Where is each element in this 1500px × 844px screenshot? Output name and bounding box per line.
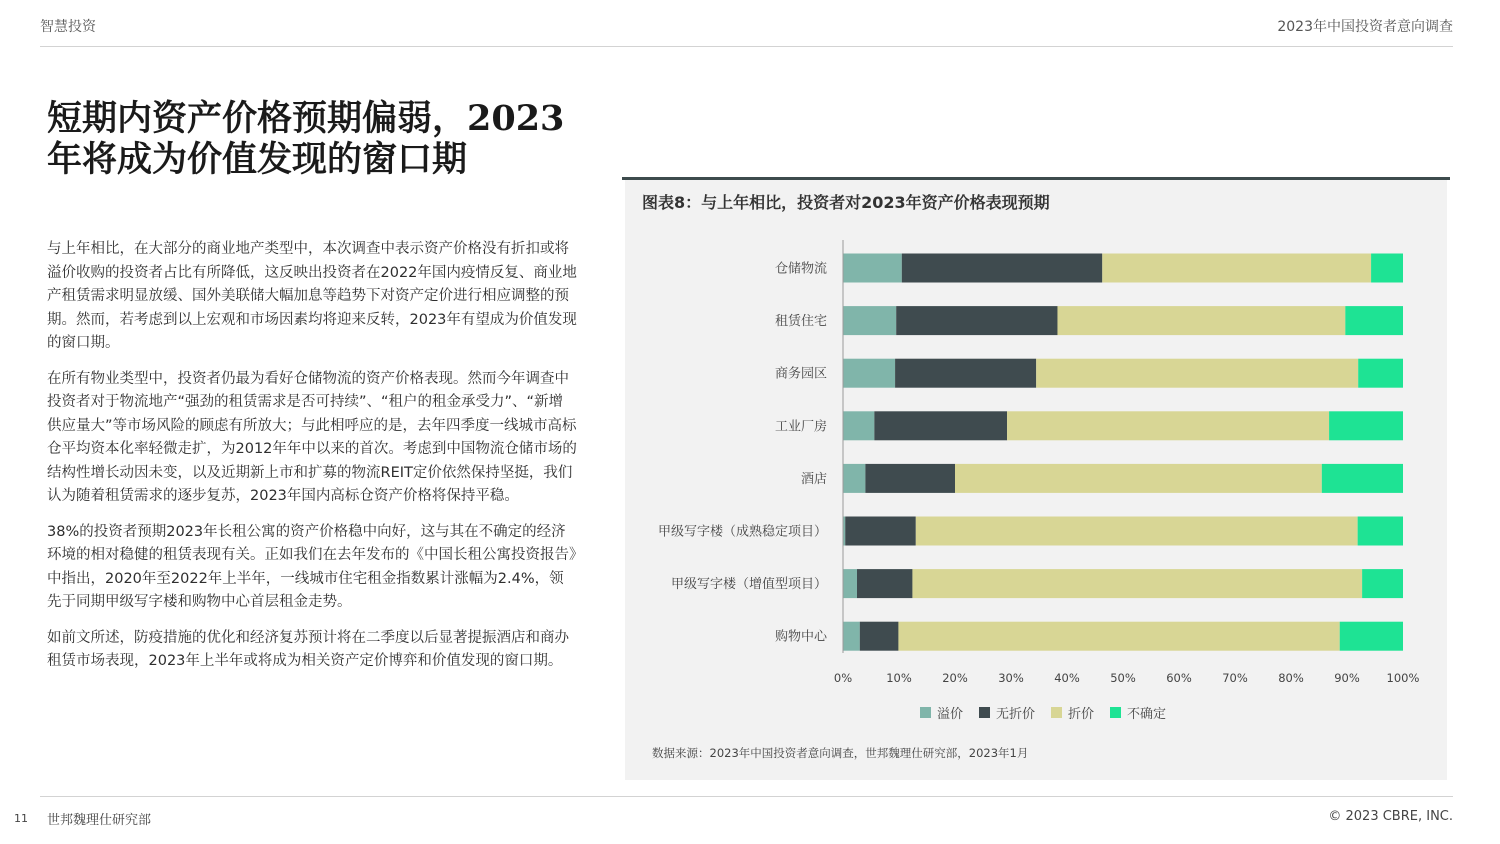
bar-segment bbox=[1036, 359, 1358, 388]
category-label: 购物中心 bbox=[774, 629, 827, 645]
bar-segment bbox=[955, 464, 1322, 493]
category-label: 工业厂房 bbox=[774, 419, 827, 435]
paragraph: 与上年相比，在大部分的商业地产类型中，本次调查中表示资产价格没有折扣或将溢价收购的投资者占比有所降低，这反映出投资者在2022年国内疫情反复、商业地产租赁需求明显放缓、国外美联储大幅加息等趋势下对资产定价进行相应调整的预期。然而，若考虑到以上宏观和市场因素均将迎来反转，2023年有望成为价值发现的窗口期。 bbox=[47, 241, 577, 351]
bar-segment bbox=[1340, 622, 1403, 651]
legend-swatch bbox=[1110, 707, 1121, 718]
category-label: 甲级写字楼（增值型项目） bbox=[670, 577, 827, 593]
report-section-label: 智慧投资 bbox=[40, 19, 96, 35]
top-divider bbox=[40, 46, 1453, 47]
category-label: 甲级写字楼（成熟稳定项目） bbox=[657, 524, 827, 540]
x-tick-label: 0% bbox=[833, 671, 853, 685]
legend-label: 无折价 bbox=[996, 707, 1036, 722]
bar-segment bbox=[902, 254, 1102, 283]
body-text bbox=[47, 238, 577, 686]
x-tick-label: 70% bbox=[1222, 671, 1248, 685]
bar-segment bbox=[1007, 411, 1329, 440]
legend-swatch bbox=[1051, 707, 1062, 718]
x-tick-label: 60% bbox=[1166, 671, 1192, 685]
stacked-bar-chart bbox=[625, 225, 1435, 695]
legend-swatch bbox=[979, 707, 990, 718]
x-tick-label: 80% bbox=[1278, 671, 1304, 685]
bar-segment bbox=[860, 622, 899, 651]
category-label: 租赁住宅 bbox=[774, 314, 827, 330]
x-tick-label: 30% bbox=[998, 671, 1024, 685]
x-tick-label: 40% bbox=[1054, 671, 1080, 685]
page-title: 短期内资产价格预期偏弱，2023年将成为价值发现的窗口期 bbox=[47, 98, 565, 180]
report-title-label: 2023年中国投资者意向调查 bbox=[1277, 19, 1453, 35]
x-tick-label: 20% bbox=[942, 671, 968, 685]
bar-segment bbox=[843, 411, 874, 440]
bar-segment bbox=[898, 622, 1339, 651]
bar-segment bbox=[865, 464, 955, 493]
bar-segment bbox=[895, 359, 1036, 388]
legend-item bbox=[1110, 703, 1166, 722]
legend-label: 折价 bbox=[1068, 707, 1095, 722]
bar-segment bbox=[874, 411, 1007, 440]
x-tick-label: 50% bbox=[1110, 671, 1136, 685]
legend-label: 不确定 bbox=[1127, 707, 1167, 722]
bar-segment bbox=[1362, 569, 1403, 598]
bar-segment bbox=[912, 569, 1362, 598]
chart-title: 图表8：与上年相比，投资者对2023年资产价格表现预期 bbox=[642, 193, 1050, 212]
bar-segment bbox=[1057, 306, 1345, 335]
legend-item bbox=[1051, 703, 1094, 722]
legend-item bbox=[979, 703, 1035, 722]
bar-segment bbox=[843, 622, 860, 651]
category-label: 商务园区 bbox=[774, 366, 827, 382]
page-number: 11 bbox=[14, 812, 28, 825]
legend-swatch bbox=[920, 707, 931, 718]
paragraph: 38%的投资者预期2023年长租公寓的资产价格稳中向好，这与其在不确定的经济环境的相对稳健的租赁表现有关。正如我们在去年发布的《中国长租公寓投资报告》中指出，2020年至2022年上半年，一线城市住宅租金指数累计涨幅为2.4%，领先于同期甲级写字楼和购物中心首层租金走势。 bbox=[47, 523, 577, 610]
paragraph: 在所有物业类型中，投资者仍最为看好仓储物流的资产价格表现。然而今年调查中投资者对于物流地产“强劲的租赁需求是否可持续”、“租户的租金承受力”、“新增供应量大”等市场风险的顾虑有所放大；与此相呼应的是，去年四季度一线城市高标仓平均资本化率轻微走扩，为2012年年中以来的首次。考虑到中国物流仓储市场的结构性增长动因未变，以及近期新上市和扩募的物流REIT定价依然保持坚挺，我们认为随着租赁需求的逐步复苏，2023年国内高标仓资产价格将保持平稳。 bbox=[47, 370, 577, 504]
category-label: 酒店 bbox=[800, 471, 827, 487]
bar-segment bbox=[896, 306, 1057, 335]
bar-segment bbox=[1102, 254, 1371, 283]
bar-segment bbox=[843, 569, 857, 598]
bar-segment bbox=[843, 359, 895, 388]
bar-segment bbox=[857, 569, 912, 598]
bottom-divider bbox=[40, 796, 1453, 797]
footer-copyright: © 2023 CBRE, INC. bbox=[1328, 809, 1453, 824]
bar-segment bbox=[843, 464, 865, 493]
bar-segment bbox=[1358, 517, 1403, 546]
bar-segment bbox=[1322, 464, 1403, 493]
bar-segment bbox=[1371, 254, 1403, 283]
bar-segment bbox=[843, 306, 896, 335]
chart-source: 数据来源：2023年中国投资者意向调查，世邦魏理仕研究部，2023年1月 bbox=[652, 746, 1029, 760]
x-tick-label: 90% bbox=[1334, 671, 1360, 685]
footer-department: 世邦魏理仕研究部 bbox=[47, 813, 152, 828]
bar-segment bbox=[843, 254, 902, 283]
x-tick-label: 100% bbox=[1386, 671, 1420, 685]
legend-label: 溢价 bbox=[937, 707, 964, 722]
bar-segment bbox=[1358, 359, 1403, 388]
legend-item bbox=[920, 703, 963, 722]
category-label: 仓储物流 bbox=[774, 261, 827, 277]
paragraph: 如前文所述，防疫措施的优化和经济复苏预计将在二季度以后显著提振酒店和商办租赁市场表现，2023年上半年或将成为相关资产定价博弈和价值发现的窗口期。 bbox=[47, 629, 569, 669]
bar-segment bbox=[1345, 306, 1403, 335]
bar-segment bbox=[1329, 411, 1403, 440]
x-tick-label: 10% bbox=[886, 671, 912, 685]
chart-legend bbox=[920, 703, 1166, 722]
bar-segment bbox=[916, 517, 1358, 546]
bar-segment bbox=[845, 517, 916, 546]
